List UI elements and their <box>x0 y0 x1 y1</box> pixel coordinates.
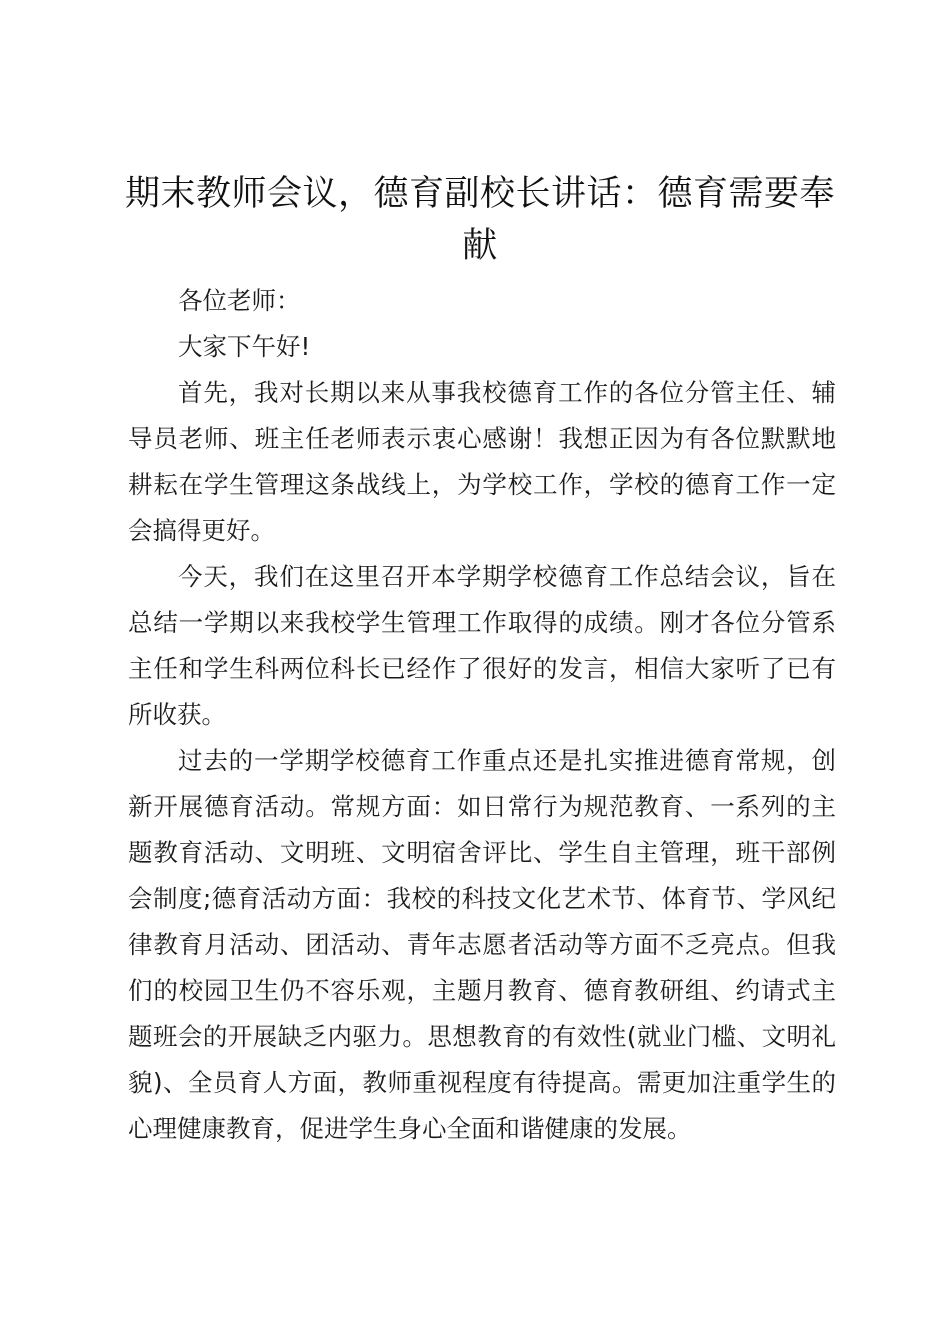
paragraph-salutation: 各位老师： <box>178 286 301 315</box>
document-title: 期末教师会议，德育副校长讲话：德育需要奉献 <box>124 174 835 266</box>
paragraph-meeting-purpose: 今天，我们在这里召开本学期学校德育工作总结会议，旨在总结一学期以来我校学生管理工作取得的成绩。刚才各位分管系主任和学生科两位科长已经作了很好的发言，相信大家听了已有所收获。 <box>128 562 836 729</box>
paragraph-work-review: 过去的一学期学校德育工作重点还是扎实推进德育常规，创新开展德育活动。常规方面：如日常行为规范教育、一系列的主题教育活动、文明班、文明宿舍评比、学生自主管理，班干部例会制度;德育活动方面：我校的科技文化艺术节、体育节、学风纪律教育月活动、团活动、青年志愿者活动等方面不乏亮点。但我们的校园卫生仍不容乐观，主题月教育、德育教研组、约请式主题班会的开展缺乏内驱力。思想教育的有效性(就业门槛、文明礼貌)、全员育人方面，教师重视程度有待提高。需更加注重学生的心理健康教育，促进学生身心全面和谐健康的发展。 <box>128 746 836 1143</box>
paragraph-thanks: 首先，我对长期以来从事我校德育工作的各位分管主任、辅导员老师、班主任老师表示衷心感谢！我想正因为有各位默默地耕耘在学生管理这条战线上，为学校工作，学校的德育工作一定会搞得更好。 <box>128 378 836 545</box>
document-body <box>128 278 836 1152</box>
paragraph-greeting: 大家下午好! <box>178 332 311 361</box>
